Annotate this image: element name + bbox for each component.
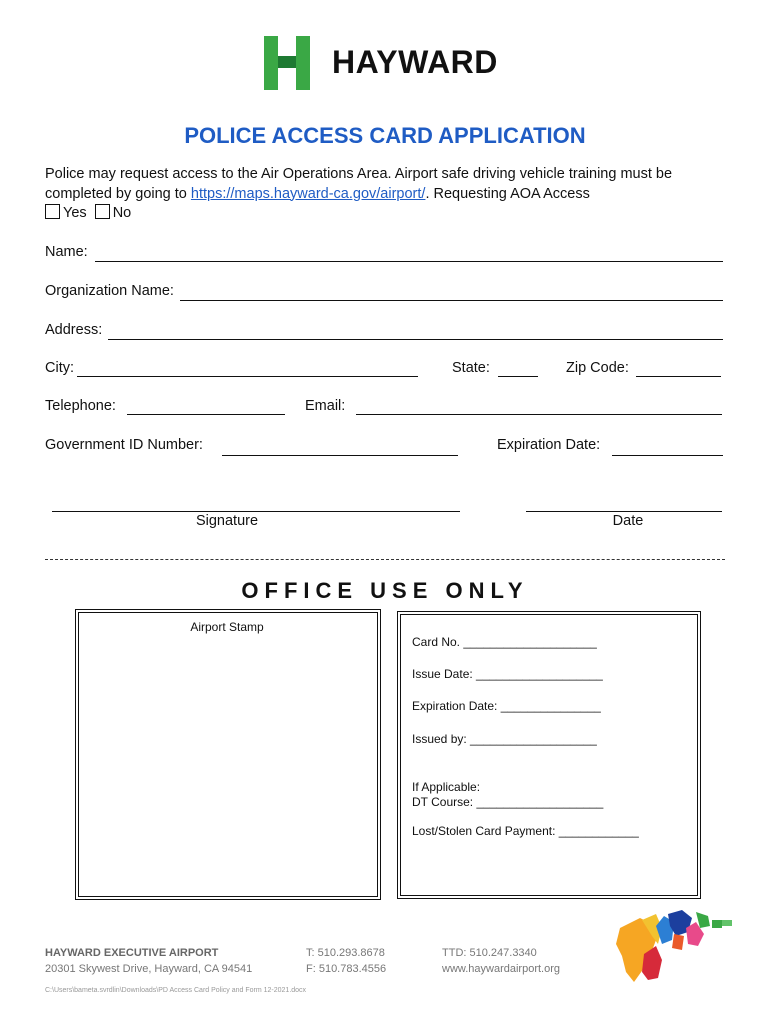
footer-tel: T: 510.293.8678 xyxy=(306,947,385,959)
signature-caption: Signature xyxy=(195,513,259,529)
no-checkbox[interactable] xyxy=(95,204,110,219)
telephone-label: Telephone: xyxy=(45,398,116,414)
city-label: City: xyxy=(45,360,74,376)
airport-stamp-label: Airport Stamp xyxy=(190,620,264,634)
yes-label: Yes xyxy=(63,205,87,221)
office-info-box xyxy=(400,614,698,896)
hayward-logo xyxy=(262,34,512,96)
expiration-date-field: Expiration Date: _______________ xyxy=(412,699,601,713)
date-caption: Date xyxy=(612,513,644,529)
email-label: Email: xyxy=(305,398,346,414)
organization-field[interactable] xyxy=(180,300,723,301)
footer-web: www.haywardairport.org xyxy=(442,963,560,975)
address-field[interactable] xyxy=(108,339,723,340)
lost-stolen-field: Lost/Stolen Card Payment: ____________ xyxy=(412,824,639,838)
address-label: Address: xyxy=(45,322,103,338)
state-field[interactable] xyxy=(498,376,538,377)
date-field[interactable] xyxy=(526,511,722,512)
intro-text: Police may request access to the Air Operations Area. Airport safe driving vehicle training must be completed by going to xyxy=(45,166,673,202)
document-path: C:\Users\bameta.svrdlin\Downloads\PD Access Card Policy and Form 12-2021.docx xyxy=(45,987,307,994)
if-applicable-label: If Applicable: xyxy=(412,780,481,794)
intro-text-after: . Requesting AOA Access xyxy=(425,185,590,202)
name-field[interactable] xyxy=(95,261,723,262)
training-link[interactable]: https://maps.hayward-ca.gov/airport/ xyxy=(190,185,426,202)
state-label: State: xyxy=(452,360,490,376)
signature-field[interactable] xyxy=(52,511,460,512)
telephone-field[interactable] xyxy=(127,414,285,415)
gov-id-label: Government ID Number: xyxy=(45,437,203,453)
footer-web-block xyxy=(442,945,560,977)
no-label: No xyxy=(112,205,132,221)
expiration-field[interactable] xyxy=(612,455,723,456)
expiration-label: Expiration Date: xyxy=(497,437,601,453)
footer-fax: F: 510.783.4556 xyxy=(306,963,387,975)
footer-address: 20301 Skywest Drive, Hayward, CA 94541 xyxy=(45,963,253,975)
yes-checkbox[interactable] xyxy=(45,204,60,219)
issued-by-field: Issued by: ___________________ xyxy=(412,732,597,746)
intro-paragraph xyxy=(45,165,735,224)
footer-phone-block xyxy=(306,945,386,977)
footer-ttd: TTD: 510.247.3340 xyxy=(442,947,537,959)
hayward-h-icon xyxy=(262,34,314,92)
footer-address-block xyxy=(45,945,252,977)
issue-date-field: Issue Date: ___________________ xyxy=(412,667,603,681)
city-field[interactable] xyxy=(77,376,418,377)
card-no-field: Card No. ____________________ xyxy=(412,635,597,649)
office-use-heading: OFFICE USE ONLY xyxy=(241,578,529,603)
zip-label: Zip Code: xyxy=(566,360,629,376)
cut-line-divider xyxy=(45,559,725,560)
hayward-map-icon xyxy=(612,906,734,986)
logo-wordmark: HAYWARD xyxy=(332,44,498,80)
page-title: POLICE ACCESS CARD APPLICATION xyxy=(184,123,586,148)
dt-course-field: DT Course: ___________________ xyxy=(412,795,604,809)
name-label: Name: xyxy=(45,244,88,260)
zip-field[interactable] xyxy=(636,376,721,377)
airport-stamp-box xyxy=(78,612,378,897)
gov-id-field[interactable] xyxy=(222,455,458,456)
organization-label: Organization Name: xyxy=(45,283,174,299)
email-field[interactable] xyxy=(356,414,722,415)
footer-org: HAYWARD EXECUTIVE AIRPORT xyxy=(45,947,219,959)
